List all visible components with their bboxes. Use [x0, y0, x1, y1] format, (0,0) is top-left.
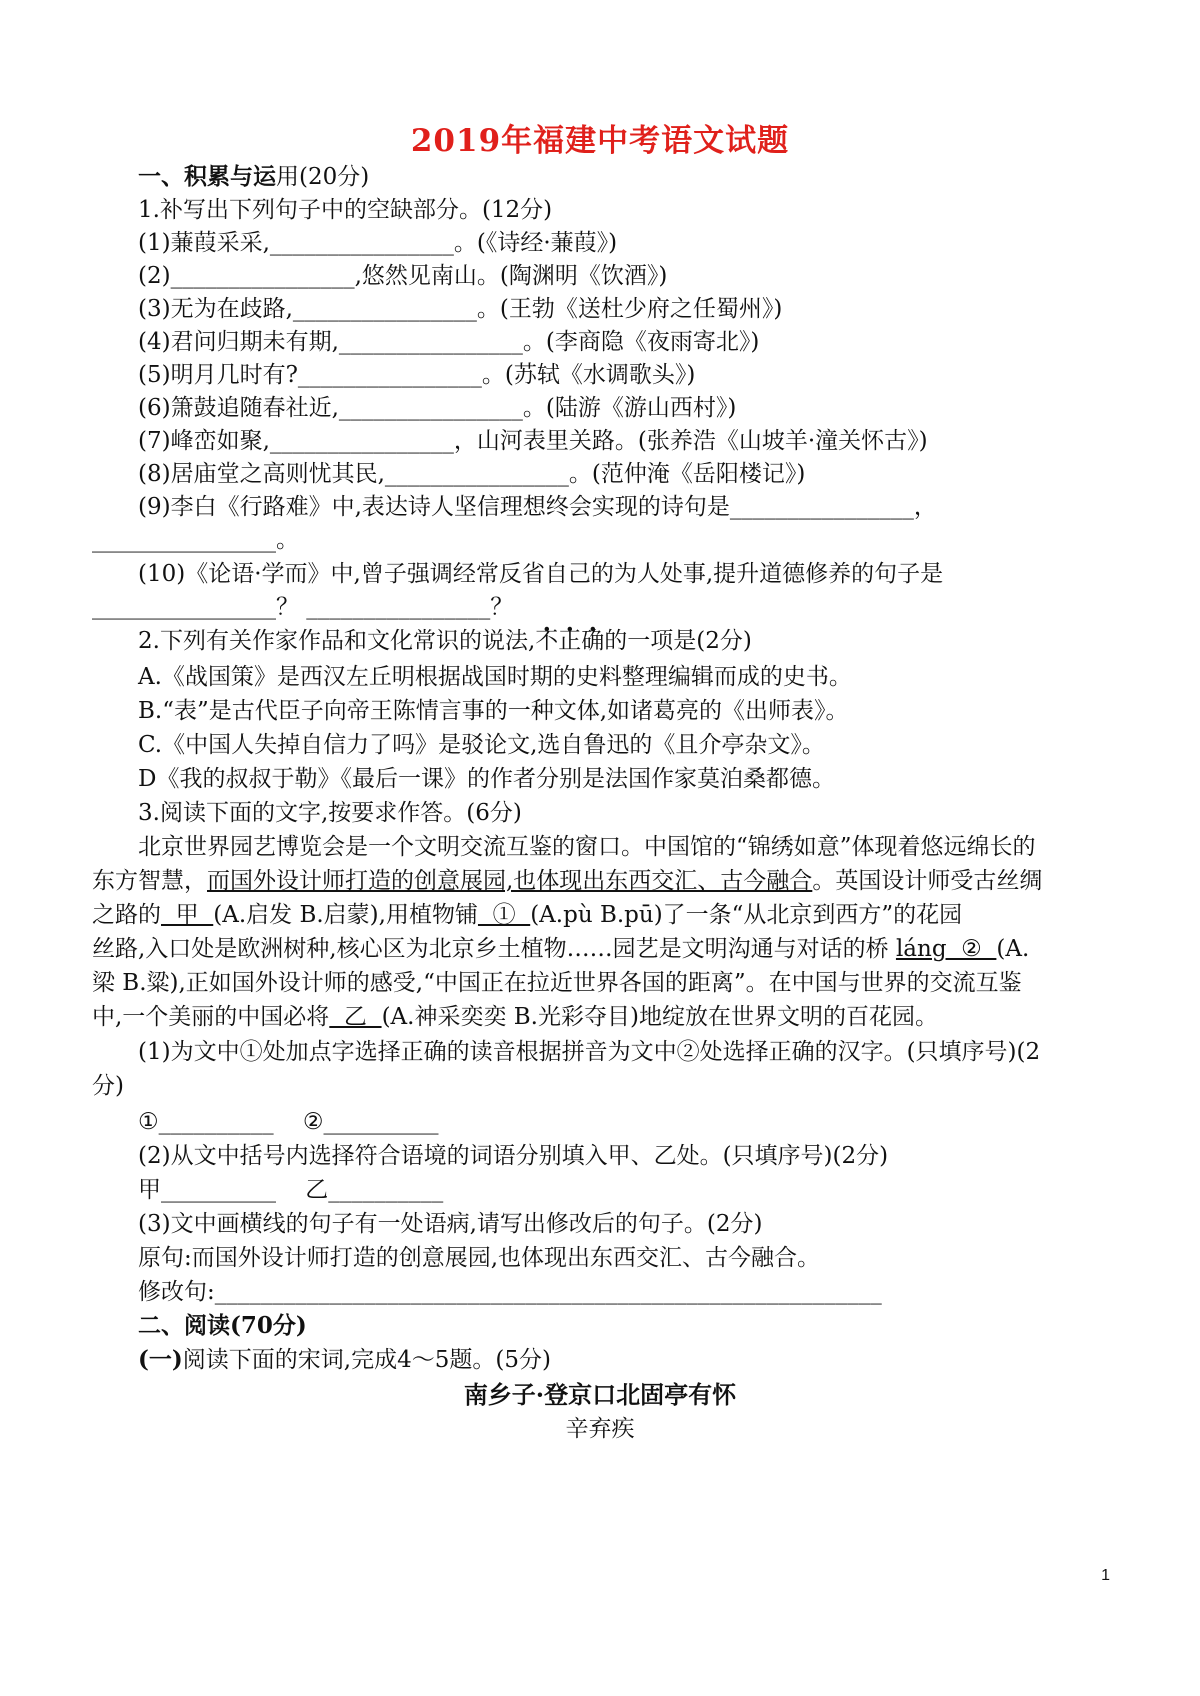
poem-title: 南乡子·登京口北固亭有怀: [463, 1380, 737, 1409]
sub-question-1: (1)为文中①处加点字选择正确的读音根据拼音为文中②处选择正确的汉字。(只填序号)(2: [138, 1039, 1041, 1065]
answer-blanks-2: 甲__________ 乙__________: [138, 1177, 444, 1203]
revised-sentence: 修改句:__________________________________________________________: [138, 1279, 882, 1305]
page-title: 2019年福建中考语文试题: [410, 123, 790, 159]
option-d: D《我的叔叔于勒》《最后一课》的作者分别是法国作家莫泊桑都德。: [138, 766, 835, 792]
passage-text: 东方智慧，: [92, 868, 207, 894]
sub-question-1-cont: 分): [92, 1073, 124, 1099]
blank-2: láng ②: [895, 936, 997, 962]
emphasis-char: 确: [581, 628, 605, 654]
passage-line: 梁 B.粱),正如国外设计师的感受,“中国正在拉近世界各国的距离”。在中国与世界的交流互鉴: [92, 970, 1022, 996]
list-item: (8)居庙堂之高则忧其民,________________。(范仲淹《岳阳楼记》): [138, 461, 806, 487]
question-2-stem-after: 的一项是(2分): [604, 628, 752, 654]
list-item: (7)峰峦如聚,________________，山河表里关路。(张养浩《山坡羊·潼关怀古》): [138, 428, 928, 454]
list-item: (10)《论语·学而》中,曾子强调经常反省自己的为人处事,提升道德修养的句子是: [138, 561, 944, 587]
page-number: 1: [1101, 1567, 1110, 1584]
passage-line: [92, 1000, 1200, 1034]
answer-blanks-1: ①__________ ②__________: [138, 1109, 439, 1135]
sub-question-2: (2)从文中括号内选择符合语境的词语分别填入甲、乙处。(只填序号)(2分): [138, 1143, 889, 1169]
underlined-sentence: 而国外设计师打造的创意展园,也体现出东西交汇、古今融合: [207, 868, 813, 894]
list-item: (1)蒹葭采采,________________。(《诗经·蒹葭》): [138, 230, 618, 256]
passage-text: 之路的: [92, 902, 161, 928]
passage-line: [92, 864, 1200, 898]
emphasis-char: 不: [535, 628, 559, 654]
list-item: (4)君问归期未有期,________________。(李商隐《夜雨寄北》): [138, 329, 760, 355]
question-1-stem: 1.补写出下列句子中的空缺部分。(12分): [138, 197, 553, 223]
list-item: ________________？ ________________？: [92, 594, 514, 620]
poem-author: 辛弃疾: [565, 1416, 635, 1442]
option-c: C.《中国人失掉自信力了吗》是驳论文,选自鲁迅的《且介亭杂文》。: [138, 732, 825, 758]
blank-yi: 乙: [329, 1004, 382, 1030]
passage-text: (A.神采奕奕 B.光彩夺目)地绽放在世界文明的百花园。: [381, 1004, 938, 1030]
passage-line: [92, 898, 1200, 932]
section-heading-bold: 一、积累与运: [138, 163, 276, 190]
question-3-stem: 3.阅读下面的文字,按要求作答。(6分): [138, 800, 522, 826]
passage-text: (A.启发 B.启蒙),用植物铺: [213, 902, 478, 928]
reading-sub-label: (一): [138, 1346, 183, 1373]
section-heading-2: 二、阅读(70分): [138, 1312, 307, 1339]
section-heading-1: [138, 160, 1200, 194]
list-item: (6)箫鼓追随春社近,________________。(陆游《游山西村》): [138, 395, 737, 421]
emphasis-char: 正: [558, 628, 582, 654]
reading-sub-heading: [138, 1343, 1200, 1377]
list-item: (5)明月几时有?________________。(苏轼《水调歌头》): [138, 362, 696, 388]
passage-text: 丝路,入口处是欧洲树种,核心区为北京乡土植物……园艺是文明沟通与对话的桥: [92, 936, 896, 962]
blank-1: ①: [477, 902, 531, 928]
list-item: (9)李白《行路难》中,表达诗人坚信理想终会实现的诗句是________________，: [138, 494, 937, 520]
passage-line: 北京世界园艺博览会是一个文明交流互鉴的窗口。中国馆的“锦绣如意”体现着悠远绵长的: [138, 834, 1036, 860]
passage-text: 中,一个美丽的中国必将: [92, 1004, 330, 1030]
passage-text: (A.pù B.pū)了一条“从北京到西方”的花园: [530, 902, 963, 928]
passage-line: [92, 932, 1200, 966]
list-item: ________________。: [92, 527, 299, 553]
option-a: A.《战国策》是西汉左丘明根据战国时期的史料整理编辑而成的史书。: [138, 664, 852, 690]
section-heading-rest: 用(20分): [276, 164, 370, 190]
blank-jia: 甲: [161, 902, 214, 928]
original-sentence: 原句:而国外设计师打造的创意展园,也体现出东西交汇、古今融合。: [138, 1245, 821, 1271]
reading-sub-text: 阅读下面的宋词,完成4～5题。(5分): [182, 1347, 551, 1373]
passage-text: 。英国设计师受古丝绸: [812, 868, 1043, 894]
list-item: (2)________________,悠然见南山。(陶渊明《饮酒》): [138, 263, 668, 289]
passage-text: (A.: [996, 936, 1030, 962]
question-2-stem-before: 2.下列有关作家作品和文化常识的说法,: [138, 628, 536, 654]
question-2-stem: [138, 624, 1200, 658]
sub-question-3: (3)文中画横线的句子有一处语病,请写出修改后的句子。(2分): [138, 1211, 763, 1237]
option-b: B.“表”是古代臣子向帝王陈情言事的一种文体,如诸葛亮的《出师表》。: [138, 698, 849, 724]
list-item: (3)无为在歧路,________________。(王勃《送杜少府之任蜀州》): [138, 296, 783, 322]
